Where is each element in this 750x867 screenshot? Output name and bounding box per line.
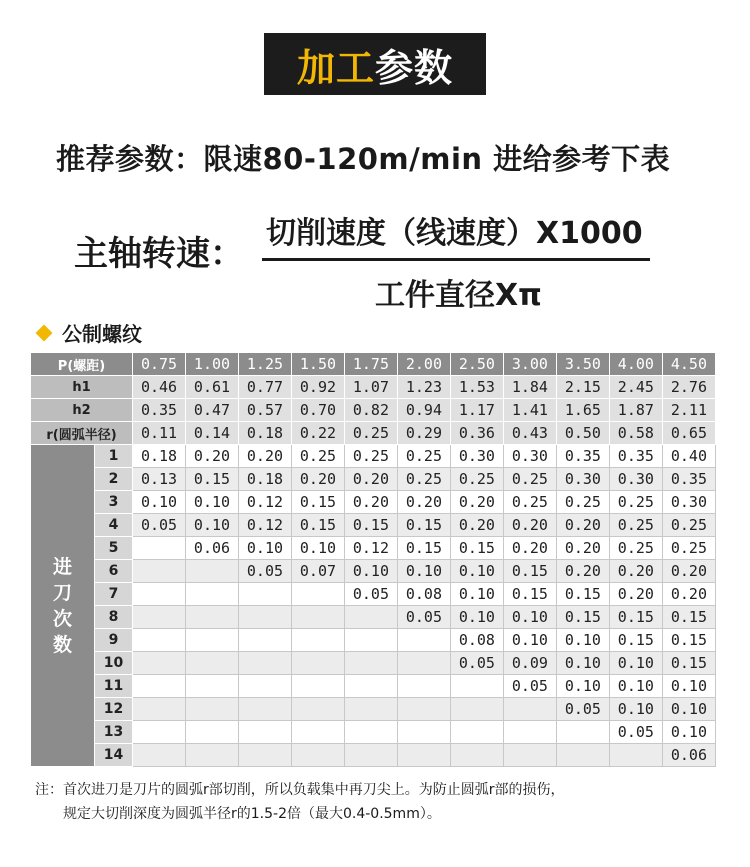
depth-value xyxy=(344,652,397,675)
depth-value: 0.25 xyxy=(291,445,344,468)
param-value: 0.25 xyxy=(344,422,397,445)
param-value: 0.36 xyxy=(450,422,503,445)
depth-value xyxy=(344,721,397,744)
depth-value: 0.20 xyxy=(450,491,503,514)
depth-value: 0.15 xyxy=(662,606,715,629)
pass-count-text: 进刀次数 xyxy=(53,555,73,656)
param-value: 2.15 xyxy=(556,376,609,399)
pass-number: 12 xyxy=(95,698,133,721)
page-title-rest: 参数 xyxy=(375,45,454,90)
depth-value: 0.05 xyxy=(344,583,397,606)
depth-value: 0.20 xyxy=(291,468,344,491)
footnote-line-2: 规定大切削深度为圆弧半径r的1.5-2倍（最大0.4-0.5mm）。 xyxy=(63,806,441,822)
depth-value: 0.10 xyxy=(186,491,239,514)
depth-value: 0.10 xyxy=(556,652,609,675)
pass-number: 10 xyxy=(95,652,133,675)
depth-value xyxy=(344,606,397,629)
depth-value xyxy=(291,583,344,606)
depth-value xyxy=(238,744,291,767)
depth-value: 0.06 xyxy=(186,537,239,560)
depth-value: 0.25 xyxy=(609,537,662,560)
thread-parameter-table xyxy=(30,352,716,767)
depth-value: 0.30 xyxy=(503,445,556,468)
page-title xyxy=(264,33,486,95)
depth-value: 0.25 xyxy=(503,491,556,514)
pass-row xyxy=(31,537,716,560)
footnote xyxy=(35,778,725,826)
depth-value: 0.30 xyxy=(556,468,609,491)
depth-value: 0.20 xyxy=(503,537,556,560)
depth-value xyxy=(397,652,450,675)
depth-value xyxy=(503,698,556,721)
depth-value xyxy=(556,721,609,744)
depth-value: 0.20 xyxy=(397,491,450,514)
pass-number: 1 xyxy=(95,445,133,468)
depth-value xyxy=(133,698,186,721)
depth-value xyxy=(186,652,239,675)
depth-value xyxy=(344,629,397,652)
depth-value: 0.35 xyxy=(609,445,662,468)
formula-denominator: 工件直径Xπ xyxy=(375,278,542,313)
pitch-cell: 1.00 xyxy=(186,353,239,376)
depth-value: 0.05 xyxy=(450,652,503,675)
depth-value xyxy=(291,744,344,767)
depth-value xyxy=(133,629,186,652)
depth-value xyxy=(397,698,450,721)
param-value: 0.46 xyxy=(133,376,186,399)
formula-numerator: 切削速度（线速度）X1000 xyxy=(266,216,643,251)
param-value: 1.65 xyxy=(556,399,609,422)
pass-row xyxy=(31,468,716,491)
depth-value: 0.15 xyxy=(556,606,609,629)
depth-value xyxy=(186,560,239,583)
depth-value: 0.25 xyxy=(397,468,450,491)
pass-number: 5 xyxy=(95,537,133,560)
depth-value: 0.20 xyxy=(186,445,239,468)
depth-value: 0.12 xyxy=(238,491,291,514)
pitch-cell: 3.50 xyxy=(556,353,609,376)
depth-value xyxy=(133,606,186,629)
pass-number: 11 xyxy=(95,675,133,698)
param-value: 1.07 xyxy=(344,376,397,399)
param-row xyxy=(31,376,716,399)
param-row xyxy=(31,399,716,422)
depth-value xyxy=(503,721,556,744)
param-label: h1 xyxy=(31,376,133,399)
depth-value xyxy=(609,744,662,767)
depth-value: 0.15 xyxy=(344,514,397,537)
depth-value: 0.40 xyxy=(662,445,715,468)
param-value: 0.18 xyxy=(238,422,291,445)
depth-value: 0.08 xyxy=(397,583,450,606)
depth-value: 0.25 xyxy=(397,445,450,468)
pitch-cell: 0.75 xyxy=(133,353,186,376)
depth-value: 0.25 xyxy=(662,514,715,537)
param-value: 2.76 xyxy=(662,376,715,399)
param-value: 0.94 xyxy=(397,399,450,422)
depth-value: 0.25 xyxy=(450,468,503,491)
depth-value: 0.20 xyxy=(556,560,609,583)
depth-value xyxy=(397,721,450,744)
depth-value: 0.30 xyxy=(450,445,503,468)
pitch-cell: 3.00 xyxy=(503,353,556,376)
depth-value: 0.10 xyxy=(186,514,239,537)
depth-value: 0.05 xyxy=(503,675,556,698)
depth-value xyxy=(133,675,186,698)
depth-value: 0.10 xyxy=(344,560,397,583)
depth-value: 0.10 xyxy=(450,560,503,583)
depth-value xyxy=(291,675,344,698)
depth-value xyxy=(344,744,397,767)
depth-value: 0.20 xyxy=(556,514,609,537)
depth-value xyxy=(133,537,186,560)
depth-value xyxy=(344,675,397,698)
param-value: 2.45 xyxy=(609,376,662,399)
depth-value xyxy=(186,744,239,767)
param-value: 0.77 xyxy=(238,376,291,399)
param-value: 0.50 xyxy=(556,422,609,445)
pitch-cell: 1.25 xyxy=(238,353,291,376)
depth-value: 0.10 xyxy=(662,675,715,698)
depth-value xyxy=(186,698,239,721)
depth-value: 0.05 xyxy=(397,606,450,629)
depth-value: 0.10 xyxy=(450,583,503,606)
section-heading xyxy=(38,318,142,347)
depth-value xyxy=(238,606,291,629)
fraction-bar xyxy=(262,258,650,261)
depth-value: 0.15 xyxy=(556,583,609,606)
depth-value xyxy=(238,583,291,606)
depth-value: 0.10 xyxy=(238,537,291,560)
depth-value: 0.06 xyxy=(662,744,715,767)
pass-row xyxy=(31,514,716,537)
depth-value xyxy=(186,629,239,652)
param-value: 0.29 xyxy=(397,422,450,445)
param-value: 1.41 xyxy=(503,399,556,422)
depth-value xyxy=(397,675,450,698)
depth-value xyxy=(238,721,291,744)
depth-value: 0.15 xyxy=(609,629,662,652)
depth-value: 0.10 xyxy=(662,698,715,721)
depth-value: 0.10 xyxy=(662,721,715,744)
param-value: 1.17 xyxy=(450,399,503,422)
depth-value: 0.20 xyxy=(450,514,503,537)
depth-value: 0.05 xyxy=(238,560,291,583)
depth-value: 0.20 xyxy=(662,583,715,606)
pass-row xyxy=(31,583,716,606)
depth-value: 0.10 xyxy=(397,560,450,583)
recommended-params: 推荐参数：限速80-120m/min 进给参考下表 xyxy=(56,142,671,176)
depth-value: 0.10 xyxy=(609,698,662,721)
depth-value: 0.35 xyxy=(662,468,715,491)
depth-value: 0.08 xyxy=(450,629,503,652)
pass-number: 6 xyxy=(95,560,133,583)
depth-value xyxy=(291,721,344,744)
param-label: h2 xyxy=(31,399,133,422)
depth-value: 0.15 xyxy=(291,514,344,537)
depth-value: 0.12 xyxy=(344,537,397,560)
depth-value xyxy=(133,744,186,767)
depth-value: 0.15 xyxy=(503,583,556,606)
depth-value: 0.20 xyxy=(556,537,609,560)
depth-value: 0.35 xyxy=(556,445,609,468)
depth-value: 0.25 xyxy=(344,445,397,468)
pitch-header-label: P(螺距) xyxy=(31,353,133,376)
param-value: 0.57 xyxy=(238,399,291,422)
depth-value xyxy=(238,675,291,698)
depth-value: 0.15 xyxy=(450,537,503,560)
pass-row xyxy=(31,560,716,583)
depth-value xyxy=(397,744,450,767)
depth-value: 0.25 xyxy=(609,514,662,537)
pass-number: 8 xyxy=(95,606,133,629)
pitch-cell: 1.50 xyxy=(291,353,344,376)
pass-count-label xyxy=(31,445,95,767)
depth-value xyxy=(291,629,344,652)
param-value: 0.82 xyxy=(344,399,397,422)
depth-value xyxy=(186,606,239,629)
depth-value xyxy=(503,744,556,767)
pass-number: 9 xyxy=(95,629,133,652)
pass-number: 14 xyxy=(95,744,133,767)
param-value: 0.35 xyxy=(133,399,186,422)
depth-value xyxy=(238,698,291,721)
depth-value xyxy=(238,652,291,675)
pass-row xyxy=(31,445,716,468)
param-value: 0.65 xyxy=(662,422,715,445)
depth-value: 0.20 xyxy=(609,560,662,583)
pitch-cell: 2.00 xyxy=(397,353,450,376)
depth-value xyxy=(556,744,609,767)
depth-value: 0.10 xyxy=(556,675,609,698)
depth-value: 0.07 xyxy=(291,560,344,583)
pitch-cell: 4.00 xyxy=(609,353,662,376)
pass-row xyxy=(31,652,716,675)
depth-value xyxy=(186,583,239,606)
depth-value: 0.12 xyxy=(238,514,291,537)
param-value: 0.61 xyxy=(186,376,239,399)
depth-value: 0.25 xyxy=(556,491,609,514)
depth-value: 0.10 xyxy=(291,537,344,560)
footnote-line-1: 注：首次进刀是刀片的圆弧r部切削，所以负载集中再刀尖上。为防止圆弧r部的损伤， xyxy=(35,782,565,798)
depth-value: 0.30 xyxy=(609,468,662,491)
param-value: 0.22 xyxy=(291,422,344,445)
param-value: 1.23 xyxy=(397,376,450,399)
depth-value xyxy=(291,606,344,629)
depth-value: 0.05 xyxy=(556,698,609,721)
pass-number: 7 xyxy=(95,583,133,606)
page-title-highlight: 加工 xyxy=(296,45,375,90)
depth-value xyxy=(133,652,186,675)
depth-value: 0.25 xyxy=(662,537,715,560)
param-value: 0.92 xyxy=(291,376,344,399)
param-value: 1.87 xyxy=(609,399,662,422)
pass-row xyxy=(31,629,716,652)
pitch-cell: 1.75 xyxy=(344,353,397,376)
pass-row xyxy=(31,721,716,744)
depth-value: 0.20 xyxy=(609,583,662,606)
depth-value: 0.15 xyxy=(503,560,556,583)
depth-value: 0.10 xyxy=(450,606,503,629)
pitch-cell: 4.50 xyxy=(662,353,715,376)
depth-value: 0.15 xyxy=(397,537,450,560)
depth-value xyxy=(186,675,239,698)
param-value: 0.70 xyxy=(291,399,344,422)
depth-value: 0.10 xyxy=(503,606,556,629)
pass-row xyxy=(31,491,716,514)
depth-value: 0.20 xyxy=(238,445,291,468)
depth-value: 0.15 xyxy=(609,606,662,629)
param-value: 0.43 xyxy=(503,422,556,445)
spindle-speed-label: 主轴转速： xyxy=(74,234,244,274)
depth-value: 0.25 xyxy=(503,468,556,491)
depth-value: 0.25 xyxy=(609,491,662,514)
depth-value: 0.10 xyxy=(609,652,662,675)
depth-value xyxy=(450,675,503,698)
section-title: 公制螺纹 xyxy=(62,322,142,346)
depth-value xyxy=(133,583,186,606)
pass-row xyxy=(31,606,716,629)
pass-row xyxy=(31,675,716,698)
depth-value: 0.10 xyxy=(556,629,609,652)
depth-value: 0.10 xyxy=(609,675,662,698)
depth-value: 0.20 xyxy=(503,514,556,537)
param-row xyxy=(31,422,716,445)
pass-number: 13 xyxy=(95,721,133,744)
diamond-bullet-icon xyxy=(36,324,53,341)
param-value: 0.11 xyxy=(133,422,186,445)
depth-value xyxy=(344,698,397,721)
depth-value: 0.30 xyxy=(662,491,715,514)
depth-value: 0.20 xyxy=(344,491,397,514)
depth-value xyxy=(133,721,186,744)
depth-value: 0.15 xyxy=(291,491,344,514)
depth-value xyxy=(291,698,344,721)
pass-row xyxy=(31,698,716,721)
pass-number: 2 xyxy=(95,468,133,491)
depth-value: 0.15 xyxy=(186,468,239,491)
depth-value: 0.15 xyxy=(662,652,715,675)
depth-value xyxy=(291,652,344,675)
depth-value: 0.18 xyxy=(238,468,291,491)
depth-value: 0.18 xyxy=(133,445,186,468)
pass-row xyxy=(31,744,716,767)
pass-number: 4 xyxy=(95,514,133,537)
param-label: r(圆弧半径) xyxy=(31,422,133,445)
param-value: 0.14 xyxy=(186,422,239,445)
table-header-row xyxy=(31,353,716,376)
param-value: 1.53 xyxy=(450,376,503,399)
depth-value: 0.15 xyxy=(397,514,450,537)
depth-value xyxy=(186,721,239,744)
depth-value: 0.10 xyxy=(503,629,556,652)
depth-value xyxy=(397,629,450,652)
param-value: 0.58 xyxy=(609,422,662,445)
depth-value: 0.20 xyxy=(662,560,715,583)
depth-value xyxy=(133,560,186,583)
depth-value: 0.05 xyxy=(133,514,186,537)
depth-value: 0.13 xyxy=(133,468,186,491)
depth-value: 0.05 xyxy=(609,721,662,744)
depth-value xyxy=(450,721,503,744)
depth-value xyxy=(238,629,291,652)
depth-value: 0.20 xyxy=(344,468,397,491)
depth-value xyxy=(450,744,503,767)
depth-value xyxy=(450,698,503,721)
depth-value: 0.09 xyxy=(503,652,556,675)
depth-value: 0.15 xyxy=(662,629,715,652)
param-value: 0.47 xyxy=(186,399,239,422)
pitch-cell: 2.50 xyxy=(450,353,503,376)
param-value: 1.84 xyxy=(503,376,556,399)
pass-number: 3 xyxy=(95,491,133,514)
param-value: 2.11 xyxy=(662,399,715,422)
depth-value: 0.10 xyxy=(133,491,186,514)
